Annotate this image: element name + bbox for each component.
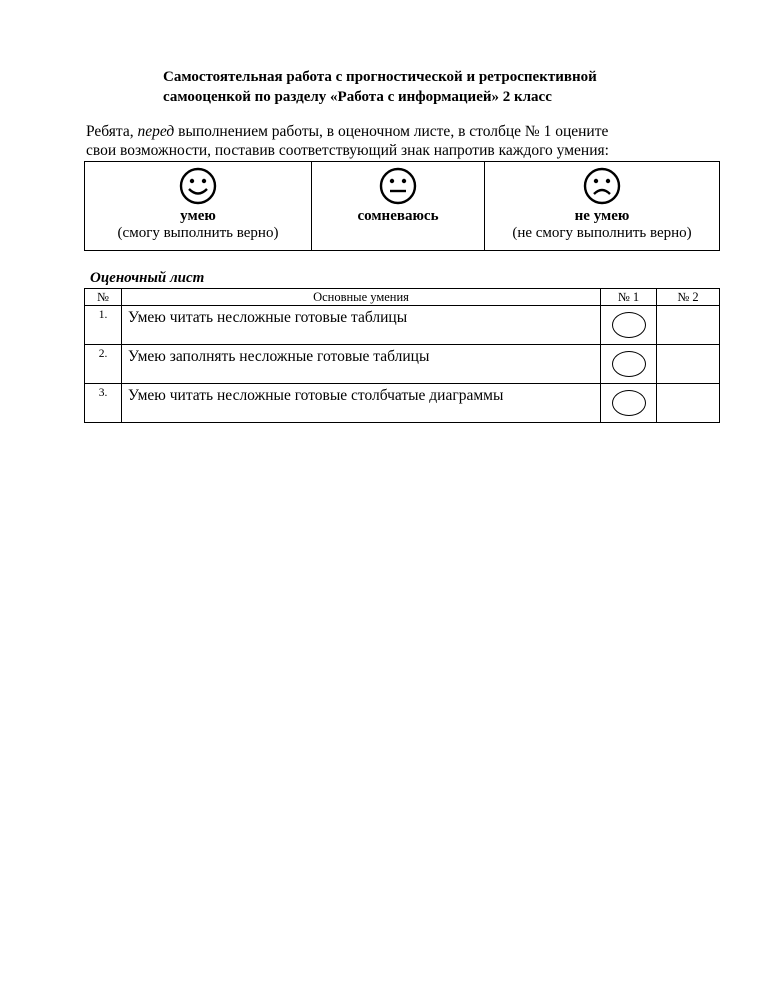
table-row bbox=[85, 306, 720, 345]
row-skill: Умею читать несложные готовые таблицы bbox=[122, 306, 601, 345]
intro-before: Ребята, bbox=[86, 123, 138, 140]
title-line-2: самооценкой по разделу «Работа с информацией» 2 класс bbox=[163, 89, 552, 105]
intro-emphasis: перед bbox=[137, 123, 175, 140]
row-num: 2. bbox=[85, 345, 122, 384]
header-num: № bbox=[85, 289, 122, 306]
table-row bbox=[85, 345, 720, 384]
legend-sub-can: (смогу выполнить верно) bbox=[117, 225, 279, 241]
answer-circle[interactable] bbox=[612, 351, 646, 377]
neutral-face-icon bbox=[378, 166, 418, 206]
title-line-1: Самостоятельная работа с прогностической и ретроспективной bbox=[163, 69, 597, 85]
row-num: 3. bbox=[85, 384, 122, 423]
legend-cell-cannot bbox=[485, 162, 720, 251]
row-col2[interactable] bbox=[657, 345, 720, 384]
row-skill: Умею читать несложные готовые столбчатые диаграммы bbox=[122, 384, 601, 423]
row-skill: Умею заполнять несложные готовые таблицы bbox=[122, 345, 601, 384]
smile-face-icon bbox=[178, 166, 218, 206]
row-col2[interactable] bbox=[657, 384, 720, 423]
header-skill: Основные умения bbox=[122, 289, 601, 306]
instructions bbox=[86, 122, 726, 160]
row-col1 bbox=[601, 384, 657, 423]
answer-circle[interactable] bbox=[612, 312, 646, 338]
header-col1: № 1 bbox=[601, 289, 657, 306]
row-col2[interactable] bbox=[657, 306, 720, 345]
intro-after: выполнением работы, в оценочном листе, в столбце № 1 оцените bbox=[174, 123, 609, 140]
document-title bbox=[163, 67, 723, 107]
legend-label-doubt: сомневаюсь bbox=[357, 208, 439, 224]
legend-sub-cannot: (не смогу выполнить верно) bbox=[512, 225, 692, 241]
legend-label-can: умею bbox=[180, 208, 216, 224]
legend-label-cannot: не умею bbox=[574, 208, 630, 224]
row-num: 1. bbox=[85, 306, 122, 345]
legend-cell-doubt bbox=[312, 162, 485, 251]
sad-face-icon bbox=[582, 166, 622, 206]
header-col2: № 2 bbox=[657, 289, 720, 306]
table-row bbox=[85, 384, 720, 423]
intro-line-2: свои возможности, поставив соответствующий знак напротив каждого умения: bbox=[86, 142, 609, 159]
sheet-title: Оценочный лист bbox=[90, 270, 205, 286]
answer-circle[interactable] bbox=[612, 390, 646, 416]
header-row bbox=[85, 289, 720, 306]
row-col1 bbox=[601, 345, 657, 384]
assessment-table bbox=[84, 288, 720, 423]
legend-cell-can bbox=[85, 162, 312, 251]
row-col1 bbox=[601, 306, 657, 345]
legend-table bbox=[84, 161, 720, 251]
